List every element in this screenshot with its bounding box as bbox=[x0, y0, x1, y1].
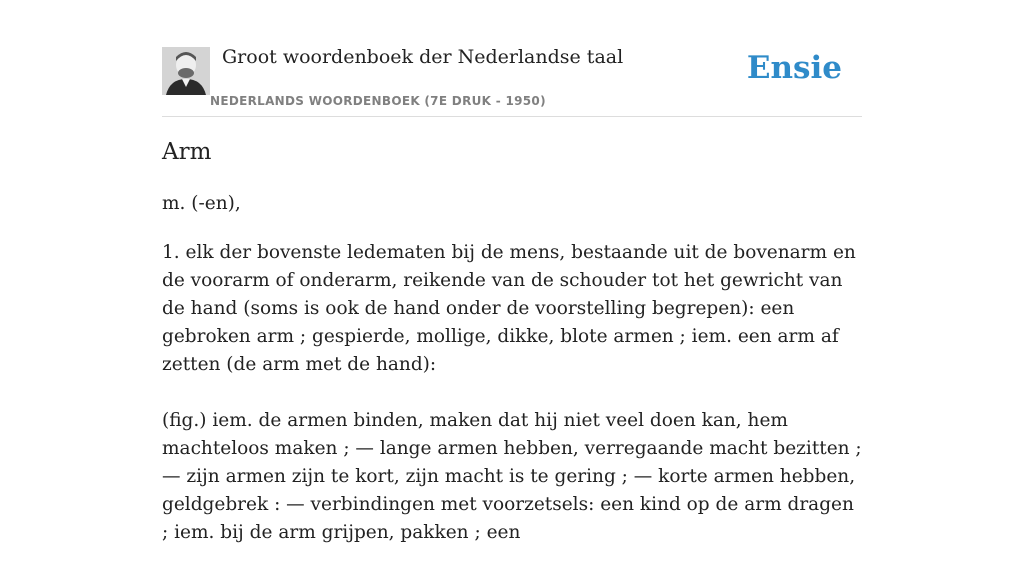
entry-title: Arm bbox=[162, 139, 212, 165]
entry-grammar: m. (-en), bbox=[162, 193, 241, 214]
ensie-logo-link[interactable]: Ensie bbox=[746, 50, 842, 86]
author-portrait-icon[interactable] bbox=[162, 47, 210, 95]
entry-definition bbox=[162, 239, 862, 575]
definition-paragraph: 1. elk der bovenste ledematen bij de mens, bestaande uit de bovenarm en de voorarm of onderarm, reikende van de schouder tot het gewricht van de hand (soms is ook de hand onder de voorstelling begrepen): een gebroken arm ; gespierde, mollige, dikke, blote armen ; iem. een arm af zetten (de arm met de hand): bbox=[162, 242, 856, 375]
book-subtitle: NEDERLANDS WOORDENBOEK (7E DRUK - 1950) bbox=[210, 94, 546, 108]
book-header bbox=[162, 0, 862, 117]
definition-paragraph: (fig.) iem. de armen binden, maken dat hij niet veel doen kan, hem machteloos maken ; — lange armen hebben, verregaande macht bezitten ; — zijn armen zijn te kort, zijn macht is te gering ; — korte armen hebben, geldgebrek : — verbindingen met voorzetsels: een kind op de arm dragen ; iem. bij de arm grijpen, pakken ; een bbox=[162, 410, 862, 543]
book-title[interactable]: Groot woordenboek der Nederlandse taal bbox=[222, 46, 624, 68]
content-container bbox=[162, 0, 862, 543]
